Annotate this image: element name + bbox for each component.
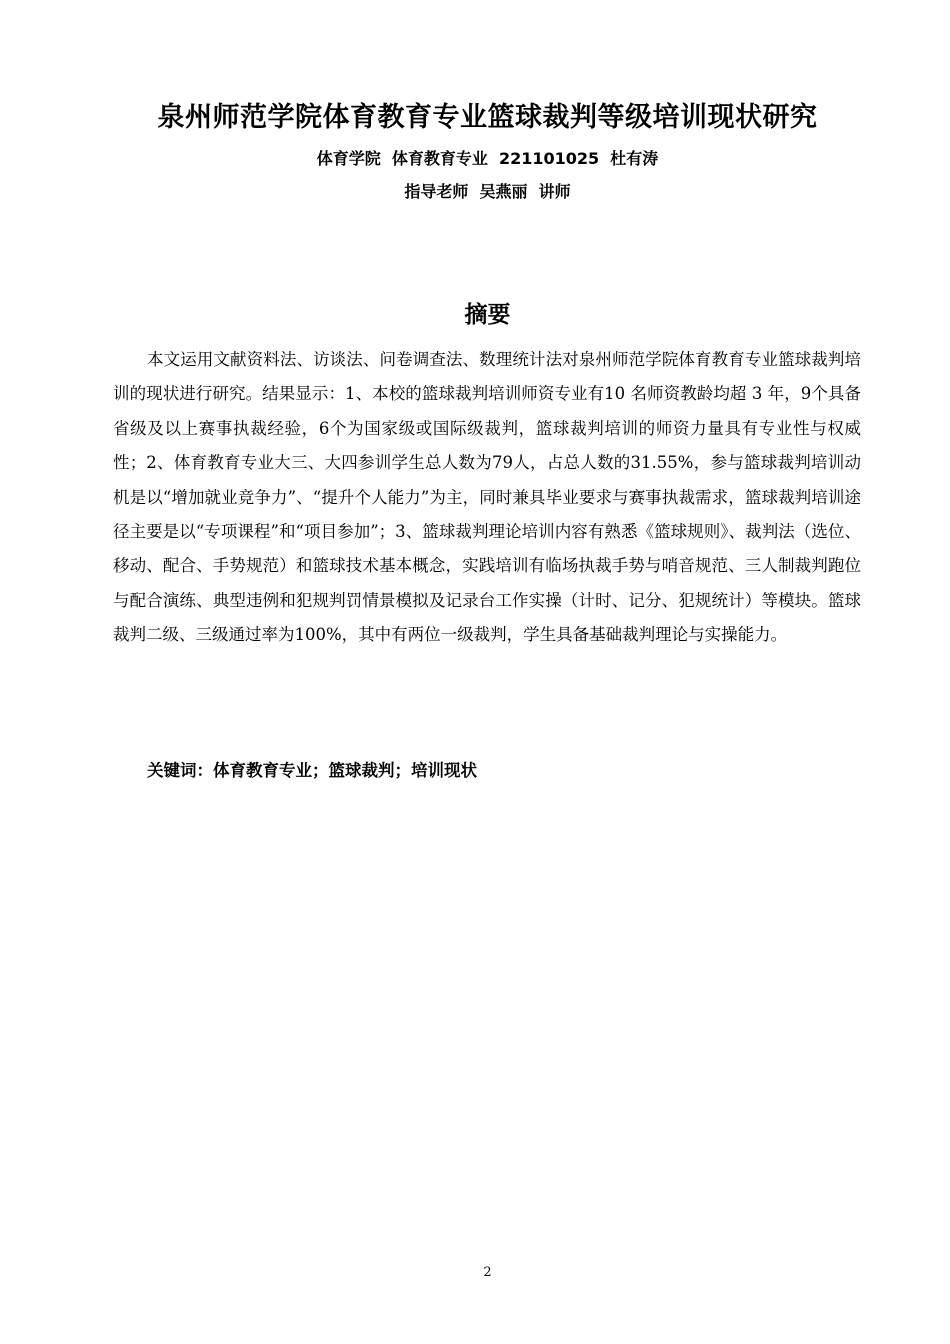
- page-number: 2: [483, 1265, 492, 1280]
- abstract-heading: 摘要: [464, 302, 511, 328]
- keywords-line: 关键词：体育教育专业；篮球裁判；培训现状: [147, 761, 477, 780]
- paper-title: 泉州师范学院体育教育专业篮球裁判等级培训现状研究: [157, 102, 818, 133]
- abstract-body: 本文运用文献资料法、访谈法、问卷调查法、数理统计法对泉州师范学院体育教育专业篮球裁判培训的现状进行研究。结果显示：1、本校的篮球裁判培训师资专业有10 名师资教龄均超 3 年，9个具备省级及以上赛事执裁经验，6个为国家级或国际级裁判，篮球裁判培训的师资力量具有专业性与权威性；2、体育教育专业大三、大四参训学生总人数为79人，占总人数的31.55%，参与篮球裁判培训动机是以“增加就业竞争力”、“提升个人能力”为主，同时兼具毕业要求与赛事执裁需求，篮球裁判培训途径主要是以“专项课程”和“项目参加”；3、篮球裁判理论培训内容有熟悉《篮球规则》、裁判法（选位、移动、配合、手势规范）和篮球技术基本概念，实践培训有临场执裁手势与哨音规范、三人制裁判跑位与配合演练、典型违例和犯规判罚情景模拟及记录台工作实操（计时、记分、犯规统计）等模块。篮球裁判二级、三级通过率为100%，其中有两位一级裁判，学生具备基础裁判理论与实操能力。: [113, 350, 861, 645]
- author-info: 体育学院 体育教育专业 221101025 杜有涛: [316, 149, 659, 168]
- advisor-info: 指导老师 吴燕丽 讲师: [404, 182, 571, 201]
